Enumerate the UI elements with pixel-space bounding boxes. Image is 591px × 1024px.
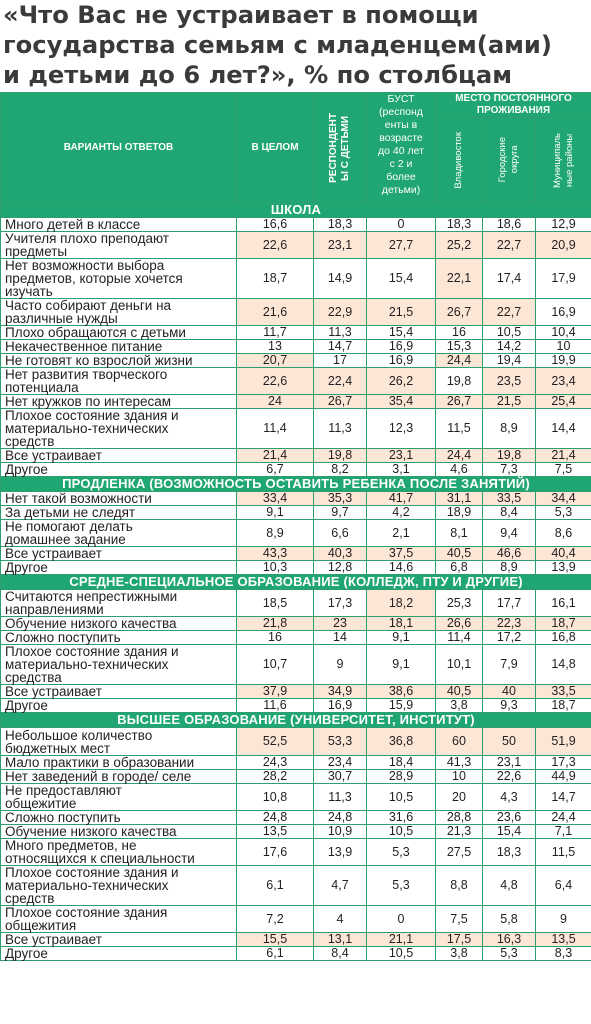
value-cell: 5,8 — [483, 906, 536, 933]
value-cell: 11,4 — [436, 631, 483, 645]
value-cell: 31,6 — [367, 811, 436, 825]
table-row — [1, 770, 591, 784]
header-place: МЕСТО ПОСТОЯННОГО ПРОЖИВАНИЯ — [436, 93, 591, 118]
row-label: Нет такой возможности — [1, 492, 237, 506]
value-cell: 27,5 — [436, 839, 483, 866]
value-cell: 13,1 — [314, 933, 367, 947]
value-cell: 10,5 — [367, 947, 436, 961]
value-cell: 19,4 — [483, 354, 536, 368]
value-cell: 15,5 — [237, 933, 314, 947]
value-cell: 16,1 — [536, 590, 591, 617]
value-cell: 41,7 — [367, 492, 436, 506]
value-cell: 7,2 — [237, 906, 314, 933]
header-vladivostok: Владивосток — [436, 118, 483, 203]
row-label: Не помогают делать домашнее задание — [1, 520, 237, 547]
value-cell: 22,7 — [483, 299, 536, 326]
value-cell: 18,3 — [483, 839, 536, 866]
table-row — [1, 645, 591, 685]
value-cell: 9,3 — [483, 699, 536, 713]
table-row — [1, 811, 591, 825]
value-cell: 16,3 — [483, 933, 536, 947]
value-cell: 8,2 — [314, 463, 367, 477]
row-label: Не предоставляют общежитие — [1, 784, 237, 811]
value-cell: 26,7 — [436, 299, 483, 326]
value-cell: 10,5 — [367, 825, 436, 839]
value-cell: 8,9 — [237, 520, 314, 547]
value-cell: 21,6 — [237, 299, 314, 326]
value-cell: 14 — [314, 631, 367, 645]
value-cell: 44,9 — [536, 770, 591, 784]
row-label: Все устраивает — [1, 685, 237, 699]
value-cell: 0 — [367, 906, 436, 933]
value-cell: 28,2 — [237, 770, 314, 784]
value-cell: 11,4 — [237, 409, 314, 449]
value-cell: 13,5 — [237, 825, 314, 839]
value-cell: 20 — [436, 784, 483, 811]
value-cell: 22,4 — [314, 368, 367, 395]
value-cell: 11,3 — [314, 409, 367, 449]
value-cell: 7,1 — [536, 825, 591, 839]
value-cell: 18,6 — [483, 218, 536, 232]
value-cell: 33,5 — [483, 492, 536, 506]
value-cell: 12,8 — [314, 561, 367, 575]
row-label: Небольшое количество бюджетных мест — [1, 728, 237, 756]
row-label: Много детей в классе — [1, 218, 237, 232]
value-cell: 16,9 — [536, 299, 591, 326]
value-cell: 40,4 — [536, 547, 591, 561]
value-cell: 17 — [314, 354, 367, 368]
value-cell: 21,5 — [367, 299, 436, 326]
value-cell: 18,9 — [436, 506, 483, 520]
table-row — [1, 756, 591, 770]
value-cell: 9 — [314, 645, 367, 685]
value-cell: 10,8 — [237, 784, 314, 811]
value-cell: 28,9 — [367, 770, 436, 784]
table-row — [1, 449, 591, 463]
value-cell: 28,8 — [436, 811, 483, 825]
section-header — [1, 575, 591, 590]
value-cell: 17,7 — [483, 590, 536, 617]
value-cell: 33,4 — [237, 492, 314, 506]
section-title: ПРОДЛЕНКА (ВОЗМОЖНОСТЬ ОСТАВИТЬ РЕБЕНКА ПОСЛЕ ЗАНЯТИЙ) — [1, 477, 591, 492]
value-cell: 25,4 — [536, 395, 591, 409]
value-cell: 4,6 — [436, 463, 483, 477]
value-cell: 12,9 — [536, 218, 591, 232]
value-cell: 14,9 — [314, 259, 367, 299]
row-label: Плохое состояние здания и материально-технических средств — [1, 866, 237, 906]
value-cell: 8,8 — [436, 866, 483, 906]
value-cell: 21,4 — [536, 449, 591, 463]
value-cell: 22,1 — [436, 259, 483, 299]
value-cell: 17,3 — [314, 590, 367, 617]
value-cell: 10,7 — [237, 645, 314, 685]
value-cell: 6,6 — [314, 520, 367, 547]
row-label: Сложно поступить — [1, 631, 237, 645]
value-cell: 50 — [483, 728, 536, 756]
value-cell: 15,3 — [436, 340, 483, 354]
value-cell: 34,4 — [536, 492, 591, 506]
table-row — [1, 617, 591, 631]
header-municipal-districts: Муниципаль ные районы — [536, 118, 591, 203]
section-title: СРЕДНЕ-СПЕЦИАЛЬНОЕ ОБРАЗОВАНИЕ (КОЛЛЕДЖ, ПТУ И ДРУГИЕ) — [1, 575, 591, 590]
header-parents: РЕСПОНДЕНТ Ы С ДЕТЬМИ — [314, 93, 367, 203]
value-cell: 9 — [536, 906, 591, 933]
row-label: Некачественное питание — [1, 340, 237, 354]
value-cell: 13,5 — [536, 933, 591, 947]
row-label: Плохое состояние здания общежития — [1, 906, 237, 933]
header-boost: БУСТ (респонд енты в возрасте до 40 лет с 2 и более детьми) — [367, 93, 436, 203]
row-label: Все устраивает — [1, 547, 237, 561]
value-cell: 6,1 — [237, 947, 314, 961]
value-cell: 15,4 — [367, 259, 436, 299]
value-cell: 9,1 — [367, 645, 436, 685]
table-row — [1, 340, 591, 354]
table-row — [1, 259, 591, 299]
page-title: «Что Вас не устраивает в помощи государства семьям с младенцем(ами) и детьми до 6 лет?», % по столбцам — [3, 1, 552, 89]
header-city-districts: Городские округа — [483, 118, 536, 203]
row-label: Сложно поступить — [1, 811, 237, 825]
value-cell: 12,3 — [367, 409, 436, 449]
value-cell: 7,5 — [436, 906, 483, 933]
value-cell: 16,8 — [536, 631, 591, 645]
value-cell: 5,3 — [536, 506, 591, 520]
value-cell: 18,7 — [536, 699, 591, 713]
value-cell: 16,9 — [367, 340, 436, 354]
value-cell: 14,4 — [536, 409, 591, 449]
value-cell: 20,7 — [237, 354, 314, 368]
section-header — [1, 477, 591, 492]
value-cell: 36,8 — [367, 728, 436, 756]
value-cell: 60 — [436, 728, 483, 756]
value-cell: 34,9 — [314, 685, 367, 699]
value-cell: 21,3 — [436, 825, 483, 839]
survey-table — [0, 92, 591, 961]
row-label: Нет кружков по интересам — [1, 395, 237, 409]
value-cell: 6,4 — [536, 866, 591, 906]
value-cell: 9,1 — [367, 631, 436, 645]
header-total: В ЦЕЛОМ — [237, 93, 314, 203]
value-cell: 37,5 — [367, 547, 436, 561]
value-cell: 8,9 — [483, 561, 536, 575]
value-cell: 6,7 — [237, 463, 314, 477]
section-header — [1, 713, 591, 728]
row-label: Учителя плохо преподают предметы — [1, 232, 237, 259]
table-row — [1, 561, 591, 575]
value-cell: 16,9 — [314, 699, 367, 713]
value-cell: 18,3 — [314, 218, 367, 232]
table-row — [1, 326, 591, 340]
value-cell: 41,3 — [436, 756, 483, 770]
row-label: Плохое состояние здания и материально-технических средств — [1, 409, 237, 449]
value-cell: 22,9 — [314, 299, 367, 326]
value-cell: 5,3 — [483, 947, 536, 961]
value-cell: 17,2 — [483, 631, 536, 645]
value-cell: 10,3 — [237, 561, 314, 575]
value-cell: 23,6 — [483, 811, 536, 825]
value-cell: 23,4 — [314, 756, 367, 770]
value-cell: 37,9 — [237, 685, 314, 699]
value-cell: 7,5 — [536, 463, 591, 477]
value-cell: 14,6 — [367, 561, 436, 575]
table-row — [1, 299, 591, 326]
value-cell: 19,8 — [314, 449, 367, 463]
table-row — [1, 866, 591, 906]
row-label: Другое — [1, 947, 237, 961]
value-cell: 25,2 — [436, 232, 483, 259]
table-header — [1, 93, 591, 203]
table-row — [1, 590, 591, 617]
value-cell: 5,3 — [367, 839, 436, 866]
value-cell: 9,4 — [483, 520, 536, 547]
table-row — [1, 947, 591, 961]
table-row — [1, 506, 591, 520]
value-cell: 16 — [436, 326, 483, 340]
row-label: Обучение низкого качества — [1, 617, 237, 631]
value-cell: 46,6 — [483, 547, 536, 561]
table-row — [1, 395, 591, 409]
value-cell: 13,9 — [314, 839, 367, 866]
value-cell: 10,5 — [367, 784, 436, 811]
value-cell: 23,5 — [483, 368, 536, 395]
value-cell: 22,6 — [237, 368, 314, 395]
value-cell: 11,6 — [237, 699, 314, 713]
value-cell: 23,1 — [367, 449, 436, 463]
value-cell: 25,3 — [436, 590, 483, 617]
value-cell: 18,3 — [436, 218, 483, 232]
value-cell: 8,9 — [483, 409, 536, 449]
table-row — [1, 685, 591, 699]
value-cell: 16 — [237, 631, 314, 645]
value-cell: 8,6 — [536, 520, 591, 547]
value-cell: 31,1 — [436, 492, 483, 506]
row-label: Нет развития творческого потенциала — [1, 368, 237, 395]
table-row — [1, 631, 591, 645]
value-cell: 35,3 — [314, 492, 367, 506]
row-label: Считаются непрестижными направлениями — [1, 590, 237, 617]
value-cell: 38,6 — [367, 685, 436, 699]
value-cell: 10 — [536, 340, 591, 354]
row-label: Плохо обращаются с детьми — [1, 326, 237, 340]
table-row — [1, 520, 591, 547]
value-cell: 3,8 — [436, 947, 483, 961]
value-cell: 9,7 — [314, 506, 367, 520]
value-cell: 10 — [436, 770, 483, 784]
value-cell: 24,8 — [314, 811, 367, 825]
value-cell: 21,5 — [483, 395, 536, 409]
value-cell: 4,3 — [483, 784, 536, 811]
value-cell: 23,1 — [314, 232, 367, 259]
value-cell: 26,6 — [436, 617, 483, 631]
value-cell: 24,4 — [436, 449, 483, 463]
section-header — [1, 203, 591, 218]
value-cell: 22,7 — [483, 232, 536, 259]
value-cell: 19,8 — [483, 449, 536, 463]
value-cell: 26,2 — [367, 368, 436, 395]
value-cell: 15,4 — [483, 825, 536, 839]
table-row — [1, 409, 591, 449]
value-cell: 11,3 — [314, 326, 367, 340]
value-cell: 16,6 — [237, 218, 314, 232]
row-label: Много предметов, не относящихся к специальности — [1, 839, 237, 866]
section-title: ШКОЛА — [1, 203, 591, 218]
row-label: Обучение низкого качества — [1, 825, 237, 839]
value-cell: 10,1 — [436, 645, 483, 685]
value-cell: 10,5 — [483, 326, 536, 340]
value-cell: 8,1 — [436, 520, 483, 547]
value-cell: 24,8 — [237, 811, 314, 825]
value-cell: 11,7 — [237, 326, 314, 340]
header-options: ВАРИАНТЫ ОТВЕТОВ — [1, 93, 237, 203]
value-cell: 24,4 — [536, 811, 591, 825]
row-label: Другое — [1, 561, 237, 575]
value-cell: 40,5 — [436, 547, 483, 561]
value-cell: 23 — [314, 617, 367, 631]
value-cell: 17,9 — [536, 259, 591, 299]
value-cell: 19,8 — [436, 368, 483, 395]
table-row — [1, 547, 591, 561]
value-cell: 14,8 — [536, 645, 591, 685]
value-cell: 7,3 — [483, 463, 536, 477]
value-cell: 18,7 — [237, 259, 314, 299]
value-cell: 14,7 — [314, 340, 367, 354]
value-cell: 18,5 — [237, 590, 314, 617]
value-cell: 7,9 — [483, 645, 536, 685]
value-cell: 3,8 — [436, 699, 483, 713]
value-cell: 10,4 — [536, 326, 591, 340]
value-cell: 20,9 — [536, 232, 591, 259]
value-cell: 52,5 — [237, 728, 314, 756]
row-label: Часто собирают деньги на различные нужды — [1, 299, 237, 326]
value-cell: 14,7 — [536, 784, 591, 811]
value-cell: 22,6 — [237, 232, 314, 259]
value-cell: 35,4 — [367, 395, 436, 409]
value-cell: 27,7 — [367, 232, 436, 259]
value-cell: 9,1 — [237, 506, 314, 520]
value-cell: 13,9 — [536, 561, 591, 575]
row-label: Не готовят ко взрослой жизни — [1, 354, 237, 368]
table-row — [1, 699, 591, 713]
section-title: ВЫСШЕЕ ОБРАЗОВАНИЕ (УНИВЕРСИТЕТ, ИНСТИТУТ) — [1, 713, 591, 728]
table-row — [1, 825, 591, 839]
table-body — [1, 203, 591, 961]
value-cell: 6,8 — [436, 561, 483, 575]
row-label: Мало практики в образовании — [1, 756, 237, 770]
value-cell: 40 — [483, 685, 536, 699]
value-cell: 6,1 — [237, 866, 314, 906]
value-cell: 24 — [237, 395, 314, 409]
row-label: Все устраивает — [1, 933, 237, 947]
value-cell: 14,2 — [483, 340, 536, 354]
row-label: Все устраивает — [1, 449, 237, 463]
value-cell: 0 — [367, 218, 436, 232]
value-cell: 17,6 — [237, 839, 314, 866]
value-cell: 43,3 — [237, 547, 314, 561]
value-cell: 24,4 — [436, 354, 483, 368]
value-cell: 18,4 — [367, 756, 436, 770]
table-row — [1, 218, 591, 232]
value-cell: 4 — [314, 906, 367, 933]
value-cell: 17,5 — [436, 933, 483, 947]
value-cell: 30,7 — [314, 770, 367, 784]
value-cell: 23,4 — [536, 368, 591, 395]
value-cell: 10,9 — [314, 825, 367, 839]
value-cell: 8,4 — [483, 506, 536, 520]
table-row — [1, 839, 591, 866]
table-row — [1, 906, 591, 933]
value-cell: 19,9 — [536, 354, 591, 368]
value-cell: 17,3 — [536, 756, 591, 770]
value-cell: 3,1 — [367, 463, 436, 477]
value-cell: 8,3 — [536, 947, 591, 961]
value-cell: 18,2 — [367, 590, 436, 617]
row-label: За детьми не следят — [1, 506, 237, 520]
value-cell: 4,7 — [314, 866, 367, 906]
row-label: Другое — [1, 699, 237, 713]
value-cell: 15,4 — [367, 326, 436, 340]
value-cell: 13 — [237, 340, 314, 354]
table-row — [1, 463, 591, 477]
value-cell: 24,3 — [237, 756, 314, 770]
table-row — [1, 933, 591, 947]
value-cell: 22,3 — [483, 617, 536, 631]
table-row — [1, 368, 591, 395]
table-row — [1, 492, 591, 506]
value-cell: 2,1 — [367, 520, 436, 547]
value-cell: 4,2 — [367, 506, 436, 520]
value-cell: 5,3 — [367, 866, 436, 906]
value-cell: 26,7 — [314, 395, 367, 409]
value-cell: 22,6 — [483, 770, 536, 784]
value-cell: 18,7 — [536, 617, 591, 631]
value-cell: 17,4 — [483, 259, 536, 299]
value-cell: 11,5 — [436, 409, 483, 449]
value-cell: 33,5 — [536, 685, 591, 699]
table-row — [1, 354, 591, 368]
value-cell: 18,1 — [367, 617, 436, 631]
value-cell: 53,3 — [314, 728, 367, 756]
value-cell: 21,4 — [237, 449, 314, 463]
value-cell: 8,4 — [314, 947, 367, 961]
row-label: Плохое состояние здания и материально-технических средства — [1, 645, 237, 685]
table-row — [1, 232, 591, 259]
value-cell: 40,3 — [314, 547, 367, 561]
value-cell: 11,3 — [314, 784, 367, 811]
row-label: Другое — [1, 463, 237, 477]
value-cell: 51,9 — [536, 728, 591, 756]
row-label: Нет заведений в городе/ селе — [1, 770, 237, 784]
value-cell: 40,5 — [436, 685, 483, 699]
row-label: Нет возможности выбора предметов, которые хочется изучать — [1, 259, 237, 299]
value-cell: 21,8 — [237, 617, 314, 631]
value-cell: 15,9 — [367, 699, 436, 713]
value-cell: 4,8 — [483, 866, 536, 906]
value-cell: 21,1 — [367, 933, 436, 947]
value-cell: 26,7 — [436, 395, 483, 409]
value-cell: 11,5 — [536, 839, 591, 866]
value-cell: 16,9 — [367, 354, 436, 368]
table-row — [1, 728, 591, 756]
table-row — [1, 784, 591, 811]
value-cell: 23,1 — [483, 756, 536, 770]
